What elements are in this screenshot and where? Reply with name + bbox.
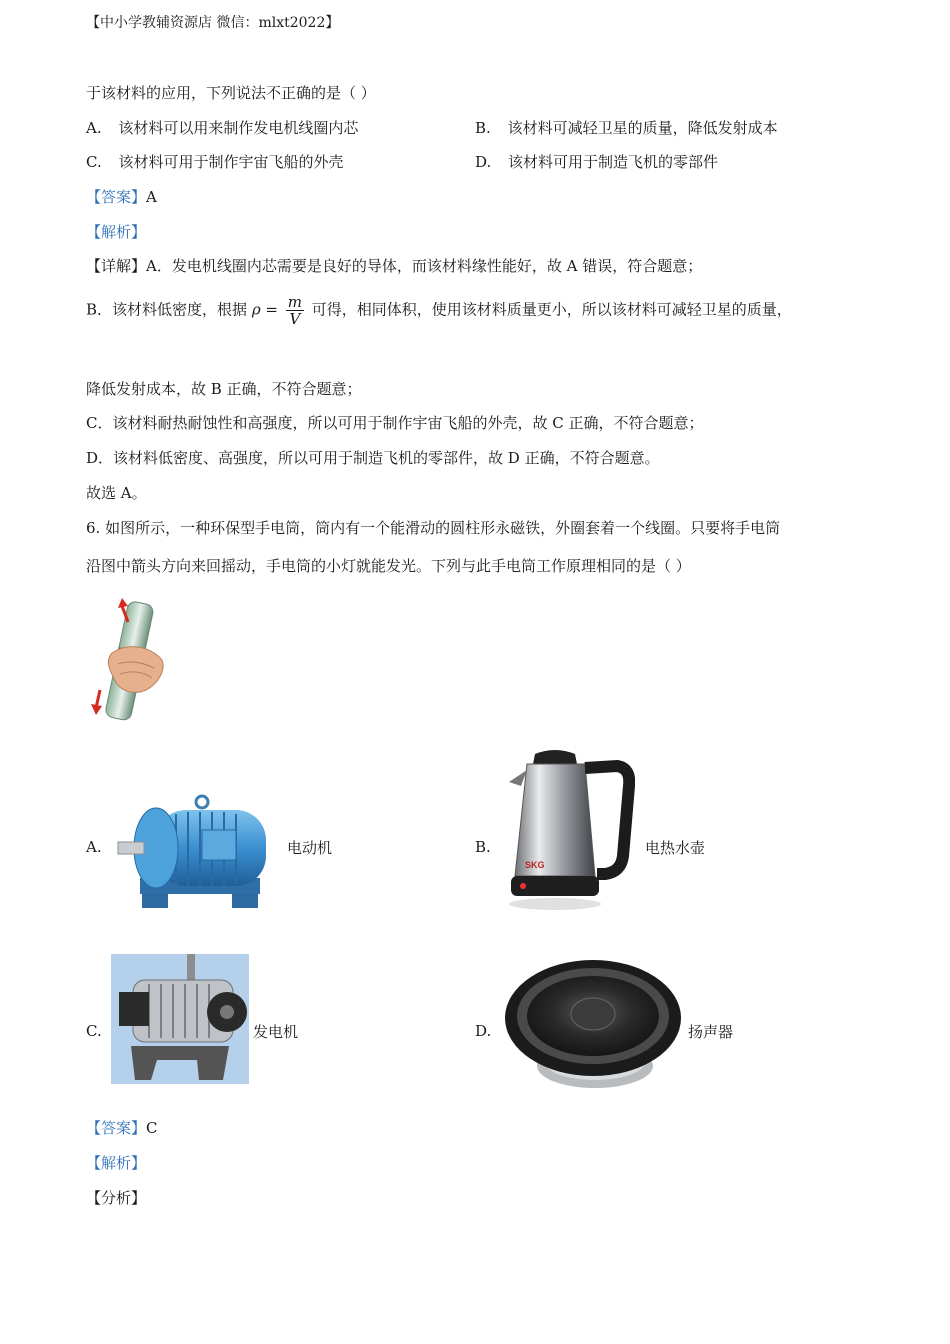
arrow-down-icon xyxy=(91,690,102,715)
kettle-brand-text: SKG xyxy=(525,860,545,870)
q5-option-d xyxy=(475,151,718,172)
answer-value: C xyxy=(146,1119,158,1137)
q5-answer xyxy=(86,186,157,207)
q6-option-a-label: A. xyxy=(86,838,102,856)
q5-detail-b xyxy=(86,294,792,327)
answer-tag: 【答案】 xyxy=(86,188,147,206)
q5-detail-d: D．该材料低密度、高强度，所以可用于制造飞机的零部件，故 D 正确，不符合题意。 xyxy=(86,449,660,467)
q5-detail-a xyxy=(86,255,702,276)
q6-answer xyxy=(86,1117,158,1138)
q6-option-a-caption: 电动机 xyxy=(287,839,333,857)
answer-tag: 【答案】 xyxy=(86,1119,147,1137)
q6-option-d-label: D. xyxy=(475,1022,492,1040)
page-header: 【中小学教辅资源店 微信：mlxt2022】 xyxy=(86,15,340,31)
q6-analysis-tag: 【解析】 xyxy=(86,1154,147,1172)
q5-detail-b-cont: 降低发射成本，故 B 正确，不符合题意； xyxy=(86,380,362,398)
electric-kettle-image xyxy=(505,746,635,914)
answer-value: A xyxy=(146,188,157,206)
option-text: 该材料可用于制作宇宙飞船的外壳 xyxy=(118,153,344,171)
option-text: 该材料可用于制造飞机的零部件 xyxy=(508,153,719,171)
q6-option-c-label: C. xyxy=(86,1022,102,1040)
option-label: C. xyxy=(86,153,102,171)
q5-detail-c: C．该材料耐热耐蚀性和高强度，所以可用于制作宇宙飞船的外壳，故 C 正确，不符合题意； xyxy=(86,414,704,432)
q5-analysis-tag: 【解析】 xyxy=(86,223,147,241)
q5-conclusion: 故选 A。 xyxy=(86,484,147,502)
detail-b-post: 可得，相同体积，使用该材料质量更小，所以该材料可减轻卫星的质量， xyxy=(311,300,792,319)
q6-option-c-caption: 发电机 xyxy=(253,1023,299,1041)
detail-a-text: A．发电机线圈内芯需要是良好的导体，而该材料缘性能好，故 A 错误，符合题意； xyxy=(146,257,703,275)
q6-fenxi-tag: 【分析】 xyxy=(86,1189,147,1207)
density-formula xyxy=(252,294,307,327)
formula-lhs: ρ = xyxy=(251,300,278,319)
q5-option-a xyxy=(86,117,358,138)
electric-motor-image xyxy=(116,786,282,914)
loudspeaker-image xyxy=(503,958,685,1092)
option-label: D. xyxy=(475,153,492,171)
formula-fraction xyxy=(286,294,304,327)
q6-option-b-caption: 电热水壶 xyxy=(645,839,706,857)
q6-stem-line2: 沿图中箭头方向来回摇动，手电筒的小灯就能发光。下列与此手电筒工作原理相同的是（ ） xyxy=(86,557,691,575)
generator-image xyxy=(111,954,249,1084)
q6-stem-line1: 6. 如图所示，一种环保型手电筒，筒内有一个能滑动的圆柱形永磁铁，外圈套着一个线圈。只要将手电筒 xyxy=(86,519,781,537)
q5-option-b xyxy=(475,117,778,138)
option-label: A. xyxy=(86,119,102,137)
q5-stem: 于该材料的应用，下列说法不正确的是（ ） xyxy=(86,84,376,102)
option-text: 该材料可减轻卫星的质量，降低发射成本 xyxy=(507,119,778,137)
option-label: B. xyxy=(475,119,491,137)
option-text: 该材料可以用来制作发电机线圈内芯 xyxy=(118,119,359,137)
formula-denominator: V xyxy=(289,310,301,328)
q6-option-d-caption: 扬声器 xyxy=(688,1023,734,1041)
formula-numerator: m xyxy=(287,293,302,311)
q5-option-c xyxy=(86,151,344,172)
detail-tag: 【详解】 xyxy=(86,257,147,275)
q6-option-b-label: B. xyxy=(475,838,491,856)
detail-b-pre: B．该材料低密度，根据 xyxy=(86,300,248,319)
flashlight-figure xyxy=(88,598,172,728)
